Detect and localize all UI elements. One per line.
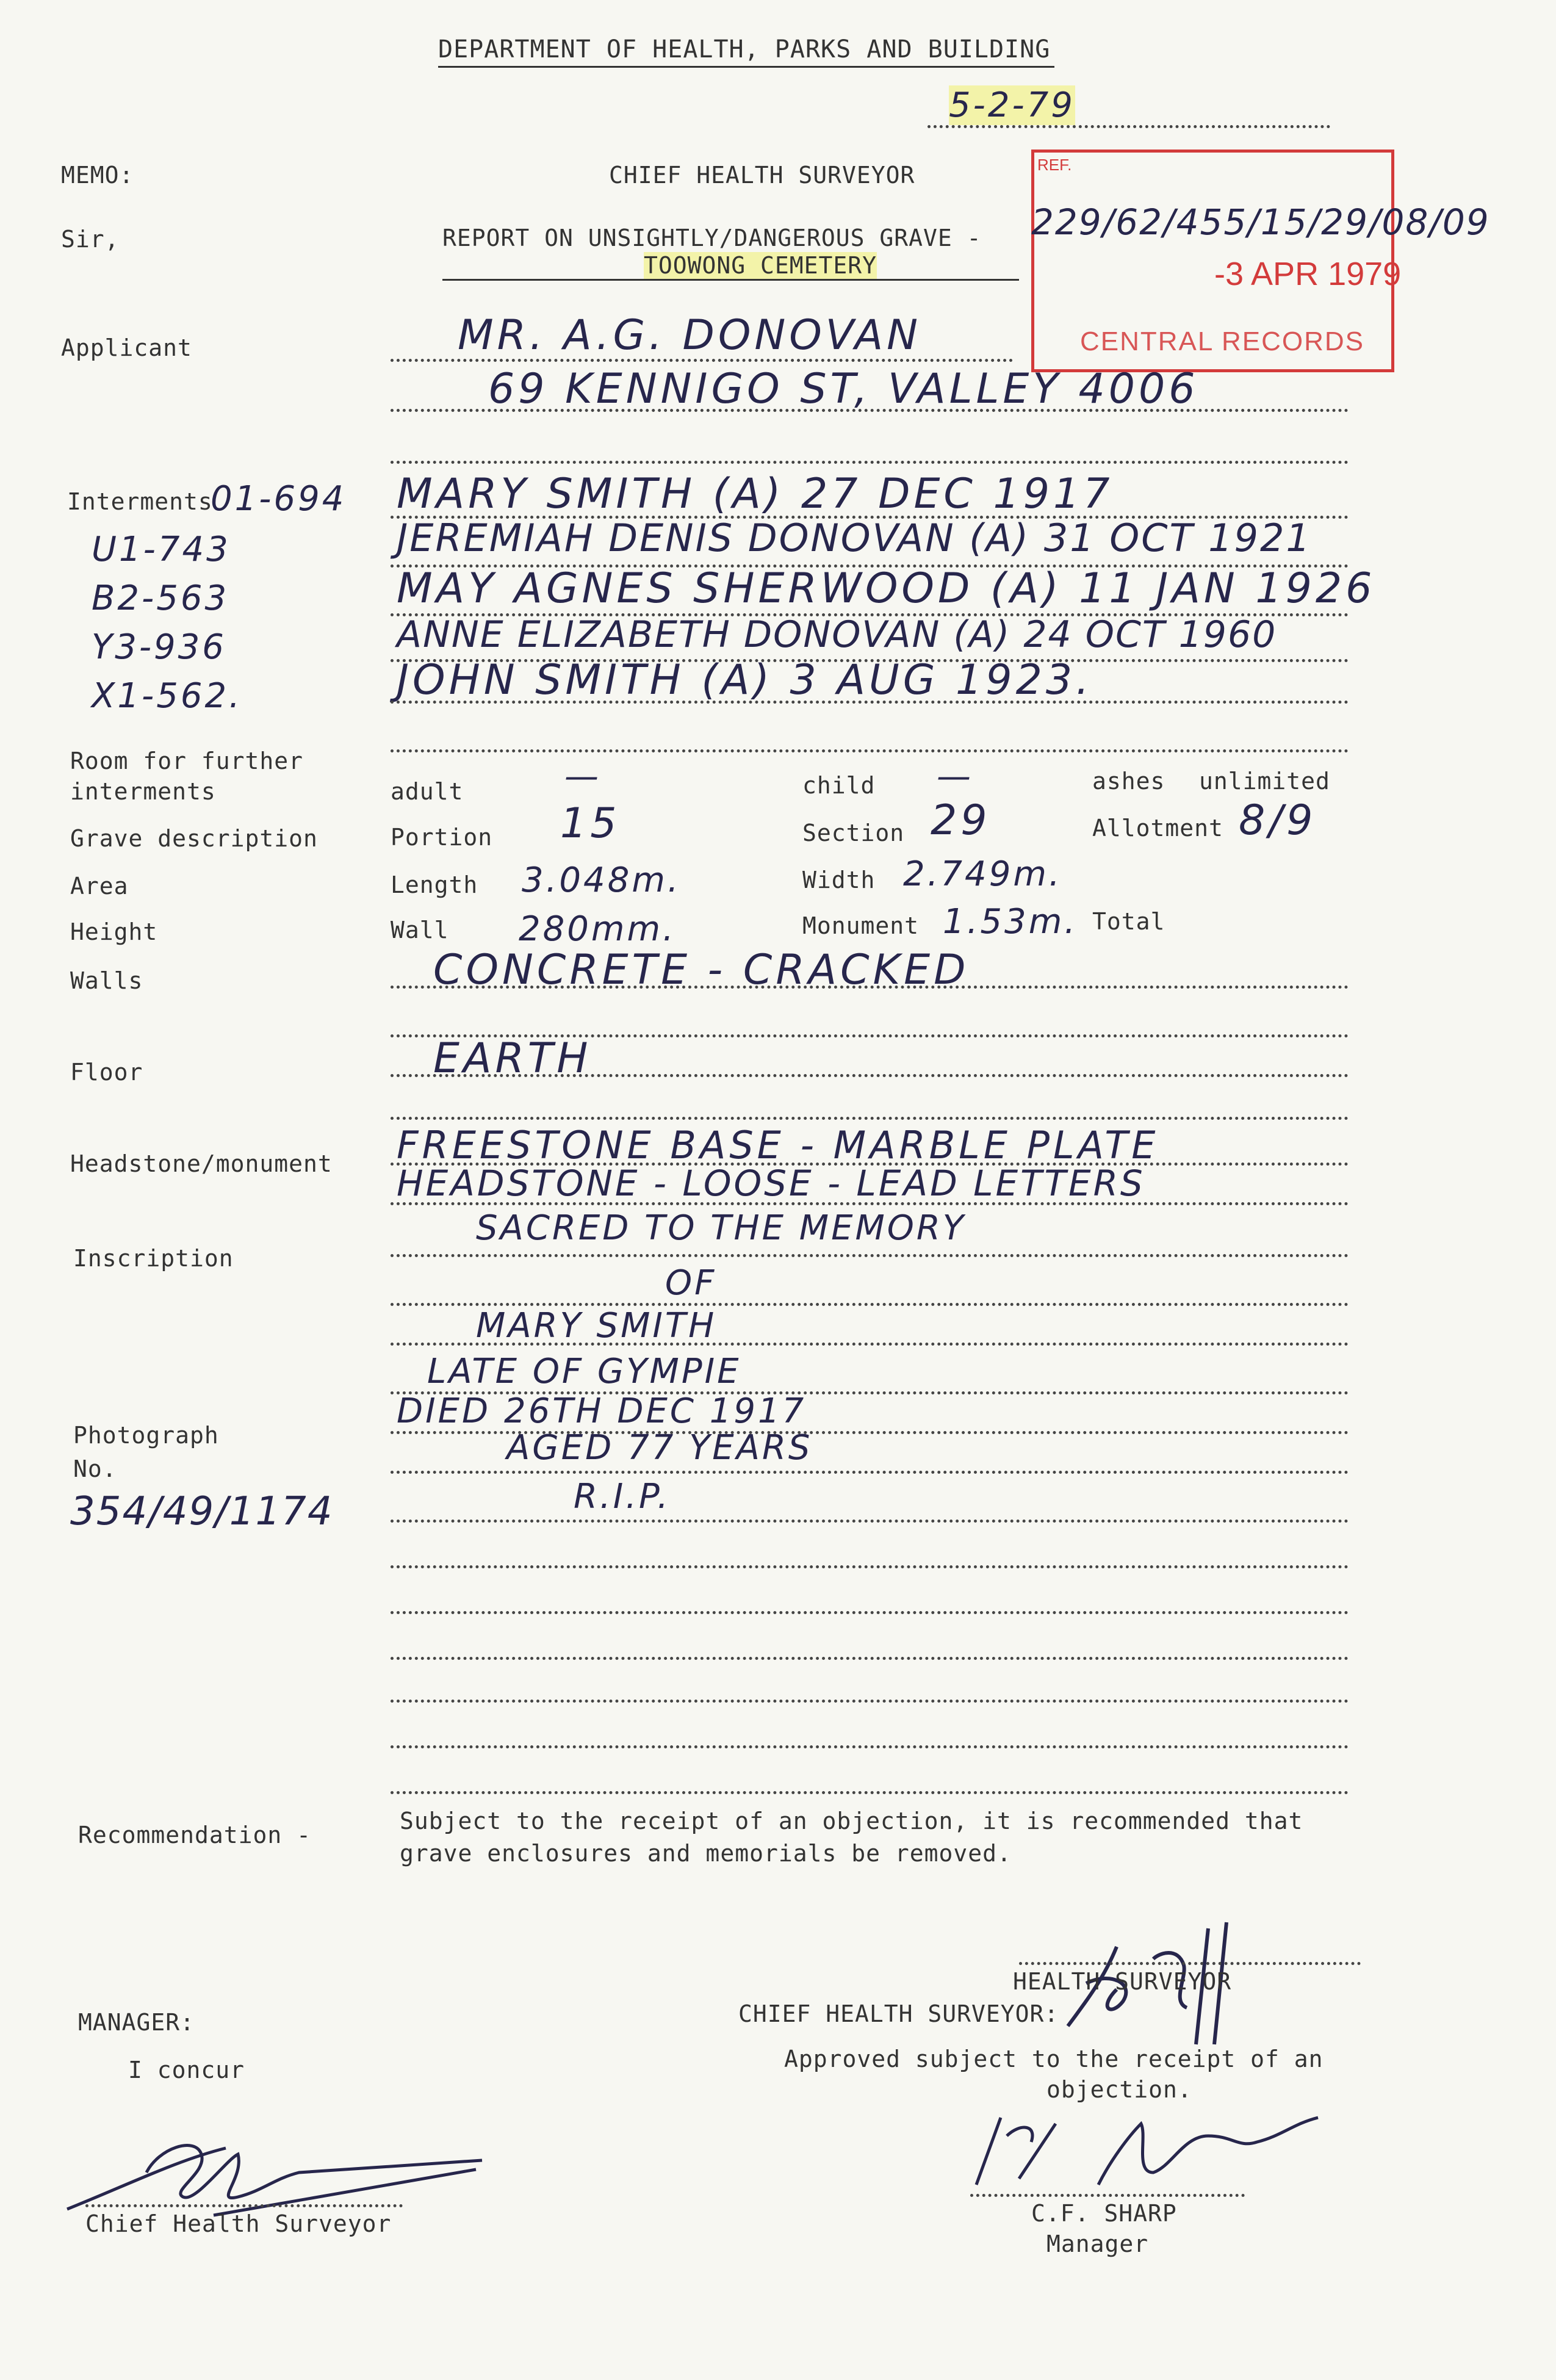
memo-date: 5-2-79 [949, 85, 1075, 125]
wall-value: 280mm. [519, 909, 676, 949]
applicant-name: MR. A.G. DONOVAN [458, 311, 922, 359]
approval-line2: objection. [1046, 2076, 1192, 2103]
portion-value: 15 [560, 799, 621, 848]
dotted-line [391, 986, 1349, 989]
interment-entry: MARY SMITH (A) 27 DEC 1917 [397, 470, 1114, 518]
inscription-line: MARY SMITH [476, 1306, 717, 1346]
child-label: child [802, 772, 876, 799]
cemetery-name: TOOWONG CEMETERY [644, 252, 877, 279]
inscription-line: R.I.P. [574, 1477, 671, 1516]
report-underline [442, 279, 1019, 281]
chief-health-surveyor-title: Chief Health Surveyor [85, 2210, 392, 2237]
applicant-label: Applicant [61, 334, 192, 361]
interment-number: 01-694 [211, 479, 347, 519]
wall-label: Wall [391, 917, 449, 943]
dotted-line [391, 749, 1349, 752]
recommendation-line1: Subject to the receipt of an objection, it is recommended that [400, 1808, 1303, 1834]
allotment-value: 8/9 [1239, 796, 1317, 845]
interments-label: Interments [67, 488, 213, 515]
recommendation-label: Recommendation - [78, 1822, 312, 1848]
surveyor-signature-line [1019, 1962, 1361, 1965]
chief-health-surveyor-heading: CHIEF HEALTH SURVEYOR: [738, 2000, 1059, 2027]
ashes-value: unlimited [1199, 768, 1330, 795]
photograph-number: 354/49/1174 [70, 1489, 334, 1534]
interment-number: B2-563 [92, 579, 229, 618]
dotted-line [391, 1745, 1349, 1748]
inscription-line: LATE OF GYMPIE [427, 1352, 741, 1391]
stamp-ref-label: REF. [1037, 156, 1072, 174]
interment-entry: JEREMIAH DENIS DONOVAN (A) 31 OCT 1921 [397, 516, 1312, 560]
dotted-line [391, 359, 1013, 362]
applicant-address: 69 KENNIGO ST, VALLEY 4006 [488, 365, 1199, 413]
dotted-line [391, 1565, 1349, 1568]
health-surveyor-title: HEALTH SURVEYOR [1013, 1968, 1232, 1995]
area-label: Area [70, 873, 129, 900]
recommendation-line2: grave enclosures and memorials be removed. [400, 1840, 1012, 1867]
sir-label: Sir, [61, 226, 120, 253]
dotted-line [391, 1700, 1349, 1703]
section-label: Section [802, 820, 905, 846]
portion-label: Portion [391, 824, 493, 851]
room-label-line2: interments [70, 778, 216, 805]
inscription-line: DIED 26TH DEC 1917 [397, 1391, 807, 1431]
dotted-line [391, 461, 1349, 464]
memo-label: MEMO: [61, 162, 134, 189]
dotted-line [391, 1657, 1349, 1660]
length-value: 3.048m. [522, 860, 681, 900]
stamp-date: -3 APR 1979 [1214, 256, 1402, 292]
grave-description-label: Grave description [70, 825, 318, 852]
dotted-line [391, 1074, 1349, 1077]
dotted-line [391, 1791, 1349, 1794]
photograph-label: Photograph [73, 1422, 219, 1449]
approval-line1: Approved subject to the receipt of an [784, 2046, 1324, 2072]
interment-number: U1-743 [92, 530, 231, 569]
interment-entry: JOHN SMITH (A) 3 AUG 1923. [397, 656, 1093, 704]
ashes-label: ashes [1092, 768, 1165, 795]
dotted-line [391, 409, 1349, 412]
walls-label: Walls [70, 967, 143, 994]
width-label: Width [802, 867, 876, 893]
monument-value: 1.53m. [943, 902, 1078, 942]
allotment-label: Allotment [1092, 815, 1223, 842]
dotted-line [391, 1254, 1349, 1257]
section-value: 29 [931, 796, 991, 845]
headstone-label: Headstone/monument [70, 1150, 333, 1177]
department-title: DEPARTMENT OF HEALTH, PARKS AND BUILDING [438, 35, 1051, 63]
dotted-line [391, 1611, 1349, 1614]
photograph-no-label: No. [73, 1455, 117, 1482]
dotted-line [391, 1520, 1349, 1523]
department-underline [438, 66, 1054, 68]
date-dotted-line [927, 125, 1330, 128]
adult-value: — [564, 757, 601, 796]
report-title: REPORT ON UNSIGHTLY/DANGEROUS GRAVE - [442, 225, 982, 251]
interment-entry: ANNE ELIZABETH DONOVAN (A) 24 OCT 1960 [397, 613, 1277, 656]
interment-entry: MAY AGNES SHERWOOD (A) 11 JAN 1926 [397, 564, 1376, 613]
stamp-reference-number: 229/62/455/15/29/08/09 [1031, 201, 1490, 243]
dotted-line [391, 701, 1349, 704]
inscription-line: OF [665, 1263, 717, 1303]
monument-label: Monument [802, 912, 920, 939]
stamp-office: CENTRAL RECORDS [1080, 326, 1364, 356]
inscription-line: SACRED TO THE MEMORY [476, 1208, 966, 1248]
interment-number: X1-562. [92, 676, 242, 716]
height-label: Height [70, 918, 158, 945]
floor-label: Floor [70, 1059, 143, 1086]
manager-name: C.F. SHARP [1031, 2200, 1177, 2227]
manager-title: Manager [1046, 2230, 1149, 2257]
dotted-line [391, 1343, 1349, 1346]
headstone-line2: HEADSTONE - LOOSE - LEAD LETTERS [397, 1163, 1145, 1204]
inscription-line: AGED 77 YEARS [506, 1428, 813, 1468]
addressee: CHIEF HEALTH SURVEYOR [609, 162, 915, 189]
inscription-label: Inscription [73, 1245, 234, 1272]
interment-number: Y3-936 [92, 627, 226, 667]
dotted-line [391, 1117, 1349, 1120]
concur-text: I concur [128, 2057, 245, 2083]
width-value: 2.749m. [903, 854, 1062, 894]
headstone-line1: FREESTONE BASE - MARBLE PLATE [397, 1123, 1159, 1167]
total-label: Total [1092, 908, 1165, 935]
manager-signature [952, 2099, 1330, 2197]
adult-label: adult [391, 778, 464, 805]
manager-signature-line [970, 2194, 1245, 2197]
length-label: Length [391, 871, 478, 898]
room-label-line1: Room for further [70, 748, 304, 774]
dotted-line [391, 1202, 1349, 1205]
manager-heading: MANAGER: [78, 2009, 195, 2036]
floor-value: EARTH [433, 1034, 592, 1083]
walls-value: CONCRETE - CRACKED [433, 946, 970, 994]
dotted-line [391, 1471, 1349, 1474]
chief-signature-line [85, 2204, 403, 2207]
child-value: — [937, 757, 973, 796]
